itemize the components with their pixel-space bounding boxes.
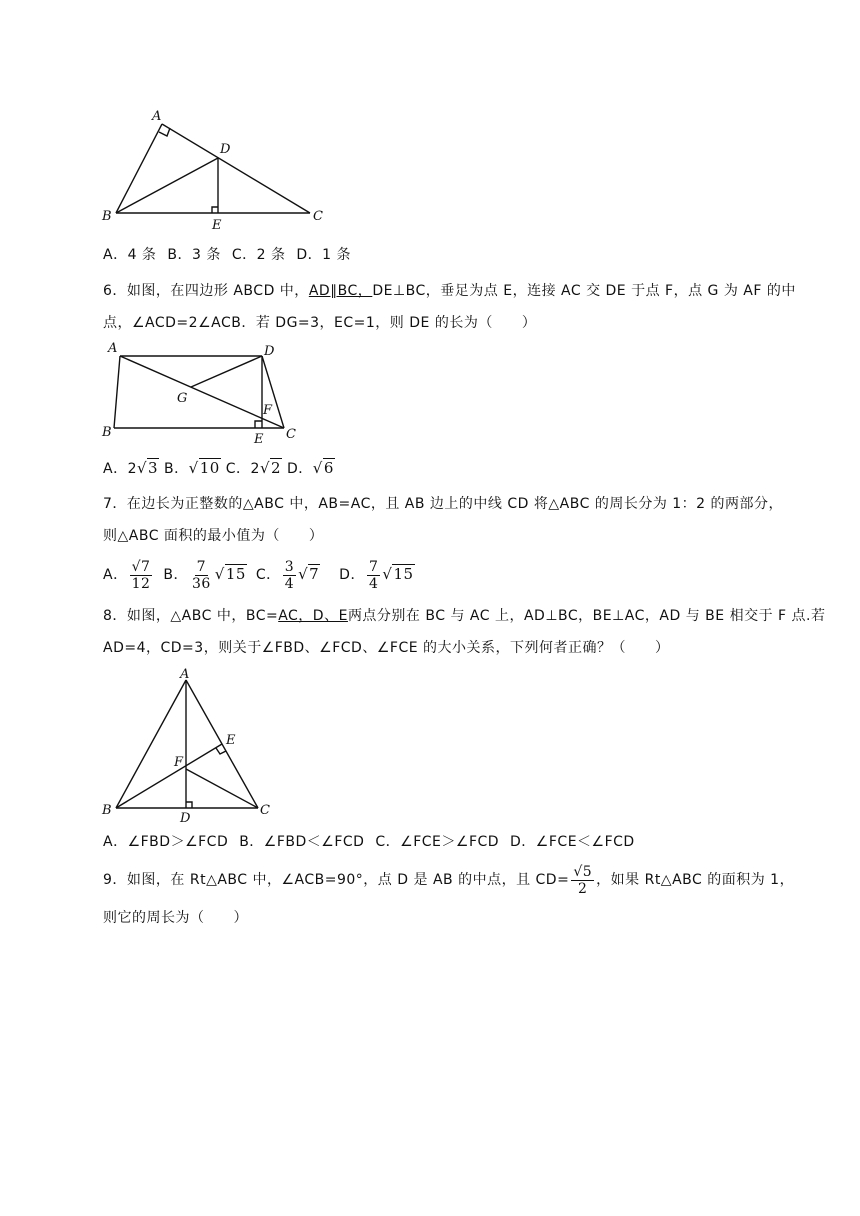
q5-option-d: D．1 条 xyxy=(296,247,352,263)
q6-option-c-label: C．2 xyxy=(225,461,260,477)
q5-figure xyxy=(100,108,340,233)
q7-option-b-label: B． xyxy=(163,567,188,583)
q6-options xyxy=(103,458,335,479)
q7-option-c-label: C． xyxy=(255,567,281,583)
q6-label-d: D xyxy=(264,344,275,359)
q6-label-a: A xyxy=(108,341,118,356)
q7-option-c-num: 3 xyxy=(284,558,295,575)
q8-stem-text: 8．如图，△ABC 中，BC= xyxy=(103,608,279,624)
q8-label-a: A xyxy=(180,667,190,682)
q6-stem-line2: 点，∠ACD=2∠ACB．若 DG=3，EC=1，则 DE 的长为（ ） xyxy=(103,315,537,331)
q6-option-c: C．2√2 xyxy=(225,459,282,477)
q7-option-b-num: 7 xyxy=(196,558,207,575)
q6-stem-text: 6．如图，在四边形 ABCD 中， xyxy=(103,283,309,299)
q6-option-a-label: A．2 xyxy=(103,461,137,477)
q8-options xyxy=(103,832,641,852)
q6-label-b: B xyxy=(102,425,112,440)
q7-stem-line2: 则△ABC 面积的最小值为（ ） xyxy=(103,528,324,544)
q7-option-b-rad: 15 xyxy=(225,565,246,583)
q7-options xyxy=(103,556,415,593)
q6-label-f: F xyxy=(263,403,273,418)
q9-stem-line1 xyxy=(103,860,794,900)
q6-stem-text2: DE⊥BC，垂足为点 E，连接 AC 交 DE 于点 F，点 G 为 AF 的中 xyxy=(372,283,796,299)
q7-option-b-den: 36 xyxy=(191,575,211,592)
q6-option-d: D．√6 xyxy=(287,459,334,477)
q5-option-a: A．4 条 xyxy=(103,247,157,263)
q8-option-a: A．∠FBD＞∠FCD xyxy=(103,834,229,850)
q9-stem-text: 9．如图，在 Rt△ABC 中，∠ACB=90°，点 D 是 AB 的中点，且 CD= xyxy=(103,872,570,888)
q7-option-d-num: 7 xyxy=(368,558,379,575)
q8-label-c: C xyxy=(260,803,270,818)
q6-option-b-rad: 10 xyxy=(199,459,220,477)
q8-label-f: F xyxy=(174,755,184,770)
q7-option-d-den: 4 xyxy=(368,575,379,592)
q6-option-a: A．2√3 xyxy=(103,459,159,477)
q7-option-d-rad: 15 xyxy=(393,565,414,583)
q8-label-e: E xyxy=(226,733,236,748)
q6-option-d-label: D． xyxy=(287,461,313,477)
q7-option-a-num: √7 xyxy=(131,558,151,575)
q5-options xyxy=(103,245,357,265)
q5-option-c: C．2 条 xyxy=(231,247,286,263)
q6-option-a-rad: 3 xyxy=(148,459,159,477)
q8-stem-line1 xyxy=(103,606,825,626)
q6-label-g: G xyxy=(177,391,188,406)
q8-stem-line2: AD=4，CD=3，则关于∠FBD、∠FCD、∠FCE 的大小关系，下列何者正确？（ ） xyxy=(103,640,670,656)
q7-option-d: D． $\frac{7}{4}$ √15 xyxy=(339,558,414,592)
q9-cd-num: √5 xyxy=(573,863,593,880)
q8-option-b: B．∠FBD＜∠FCD xyxy=(239,834,365,850)
q7-stem-line1: 7．在边长为正整数的△ABC 中，AB=AC，且 AB 边上的中线 CD 将△ABC 的周长分为 1：2 的两部分， xyxy=(103,496,784,512)
q6-stem-underlined: AD∥BC， xyxy=(308,283,373,299)
q5-label-c: C xyxy=(313,209,323,224)
q8-option-c: C．∠FCE＞∠FCD xyxy=(375,834,500,850)
q5-label-a: A xyxy=(152,109,162,124)
q6-option-d-rad: 6 xyxy=(323,459,334,477)
q5-label-b: B xyxy=(102,209,112,224)
q7-option-a-label: A． xyxy=(103,567,128,583)
q5-option-b: B．3 条 xyxy=(167,247,221,263)
q8-figure xyxy=(100,666,280,826)
q7-option-c: C． $\frac{3}{4}$ √7 xyxy=(255,558,320,592)
q9-cd-den: 2 xyxy=(578,880,588,897)
q7-option-a xyxy=(103,558,154,592)
q8-label-b: B xyxy=(102,803,112,818)
q8-option-d: D．∠FCE＜∠FCD xyxy=(510,834,635,850)
q6-figure xyxy=(100,340,305,446)
q6-option-b: B．√10 xyxy=(164,459,220,477)
q9-stem-text2: ，如果 Rt△ABC 的面积为 1， xyxy=(596,872,795,888)
q9-stem-line2: 则它的周长为（ ） xyxy=(103,910,248,926)
q7-option-d-label: D． xyxy=(339,567,365,583)
q8-stem-underlined: AC，D、E xyxy=(278,608,348,624)
q6-stem-line1 xyxy=(103,281,796,301)
q7-option-b: B． $\frac{7}{36}$ √15 xyxy=(163,558,246,592)
q6-label-e: E xyxy=(254,432,264,446)
q6-label-c: C xyxy=(286,427,296,442)
q6-option-c-rad: 2 xyxy=(271,459,282,477)
q8-label-d: D xyxy=(180,811,191,826)
q8-stem-text2: 两点分别在 BC 与 AC 上，AD⊥BC，BE⊥AC，AD 与 BE 相交于 F 点.若 xyxy=(347,608,826,624)
q7-option-c-den: 4 xyxy=(284,575,295,592)
q7-option-c-rad: 7 xyxy=(309,565,320,583)
q5-label-d: D xyxy=(220,142,231,157)
q6-option-b-label: B． xyxy=(164,461,189,477)
q5-label-e: E xyxy=(212,218,222,233)
q7-option-a-den: 12 xyxy=(131,575,151,592)
